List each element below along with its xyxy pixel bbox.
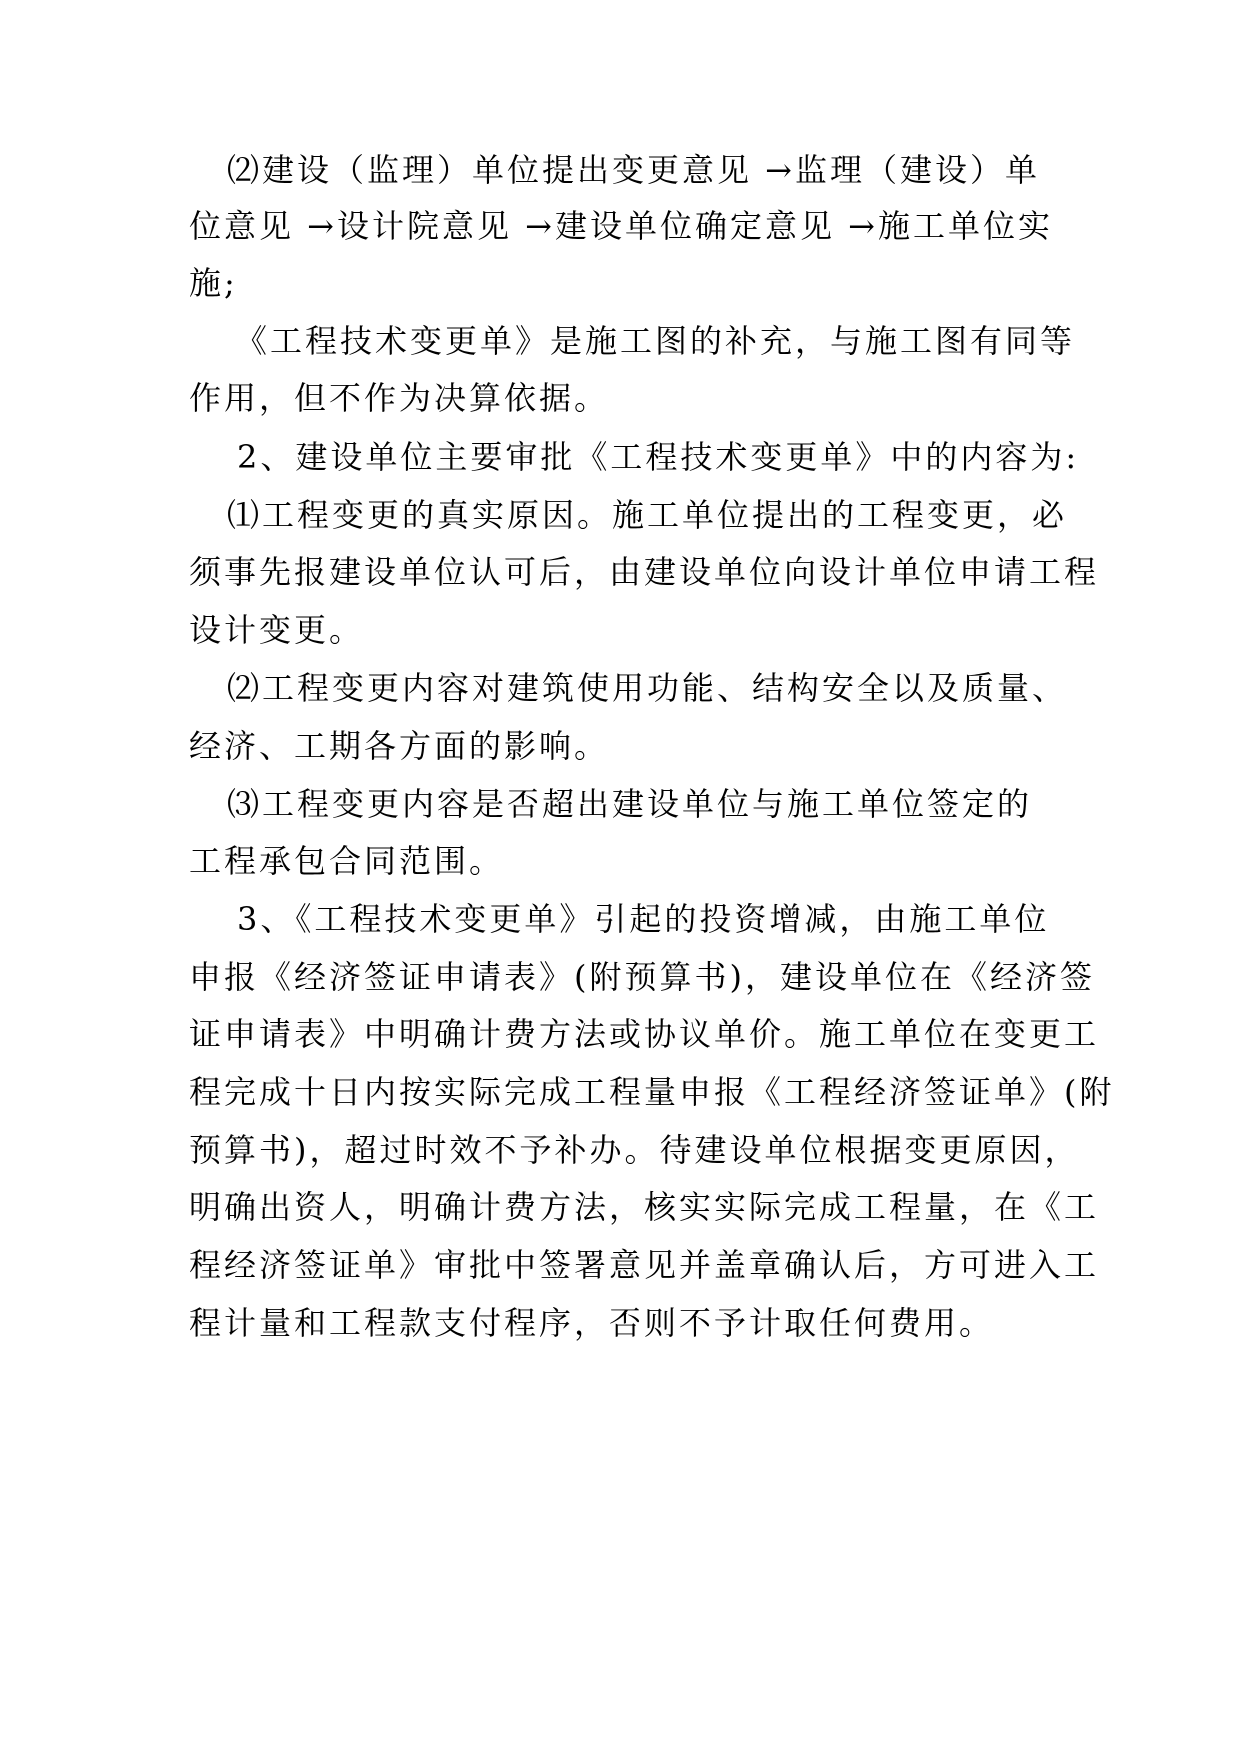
paragraph-line: 预算书)，超过时效不予补办。待建设单位根据变更原因，	[189, 1131, 1080, 1169]
paragraph-line: 位意见 →设计院意见 →建设单位确定意见 →施工单位实	[189, 207, 1053, 245]
paragraph-line: 经济、工期各方面的影响。	[189, 727, 610, 765]
paragraph-line: ⑴工程变更的真实原因。施工单位提出的工程变更，必	[227, 496, 1068, 534]
paragraph-line: 程经济签证单》审批中签署意见并盖章确认后，方可进入工	[189, 1246, 1100, 1284]
paragraph-line: 施;	[189, 264, 238, 302]
paragraph-line: ⑶工程变更内容是否超出建设单位与施工单位签定的	[227, 785, 1033, 823]
paragraph-line: 工程承包合同范围。	[189, 842, 505, 880]
paragraph-line: 程计量和工程款支付程序，否则不予计取任何费用。	[189, 1304, 995, 1342]
paragraph-line: ⑵建设（监理）单位提出变更意见 →监理（建设）单	[227, 151, 1040, 189]
paragraph-line: ⑵工程变更内容对建筑使用功能、结构安全以及质量、	[227, 669, 1068, 707]
paragraph-line: 作用，但不作为决算依据。	[189, 379, 610, 417]
paragraph-line: 《工程技术变更单》是施工图的补充，与施工图有同等	[235, 322, 1076, 360]
paragraph-line: 明确出资人，明确计费方法，核实实际完成工程量，在《工	[189, 1188, 1100, 1226]
paragraph-line: 2、建设单位主要审批《工程技术变更单》中的内容为:	[237, 438, 1080, 476]
paragraph-line: 程完成十日内按实际完成工程量申报《工程经济签证单》(附	[189, 1073, 1115, 1111]
paragraph-line: 申报《经济签证申请表》(附预算书)，建设单位在《经济签	[189, 958, 1095, 996]
paragraph-line: 须事先报建设单位认可后，由建设单位向设计单位申请工程	[189, 553, 1100, 591]
paragraph-line: 3、《工程技术变更单》引起的投资增减，由施工单位	[237, 900, 1050, 938]
paragraph-line: 设计变更。	[189, 611, 365, 649]
paragraph-line: 证申请表》中明确计费方法或协议单价。施工单位在变更工	[189, 1015, 1100, 1053]
